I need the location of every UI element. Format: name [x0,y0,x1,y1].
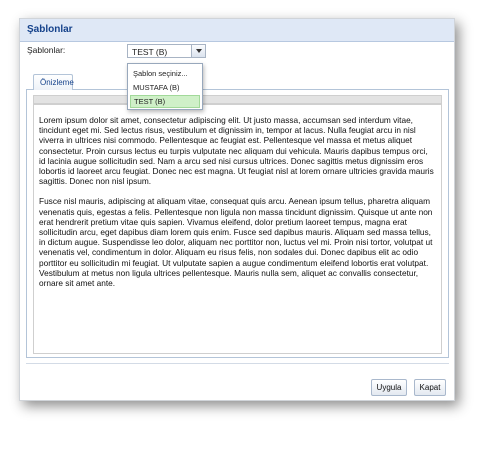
template-select[interactable] [127,44,206,58]
template-option-placeholder[interactable]: Şablon seçiniz... [133,69,188,78]
preview-paragraph: Lorem ipsum dolor sit amet, consectetur adipiscing elit. Ut justo massa, accumsan sed interdum vitae, tincidunt eget mi. Sed lectus risus, vestibulum et dignissim in, tempor at lacus. Nulla feugiat arcu in nisl viverra in ultrices nisi commodo. Pellentesque ac feugiat est. Pellentesque vel massa et metus aliquet consectetur. Proin cursus lectus eu turpis vulputate nec aliquam dui vehicula. Mauris dapibus tempus orci, id lacinia augue sollicitudin sed. Nam a arcu sed nisi cursus ultrices. Donec sagittis metus dignissim eros lobortis id laoreet arcu feugiat. Donec nec est magna. Ut feugiat nisl at lorem ornare ultricies gravida mauris sagittis. Donec non nisl ipsum. [39,115,434,187]
preview-paragraph: Fusce nisl mauris, adipiscing at aliquam vitae, consequat quis arcu. Aenean ipsum tellus, pharetra aliquam venenatis quis, egestas a felis. Pellentesque non ligula non massa tincidunt dignissim. Quisque ut ante non erat hendrerit pretium vitae quis sapien. Vivamus eleifend, dolor pretium laoreet tempus, magna erat sollicitudin arcu, eget dapibus diam lorem quis enim. Fusce sed dapibus mauris. Aliquam sed massa tellus, in dictum augue. Suspendisse leo dolor, aliquam nec porttitor non, luctus vel mi. Proin nisi tortor, volutpat ut venenatis vel, condimentum in dolor. Aliquam eu risus felis, non sodales dui. Donec dapibus elit ac odio porttitor eu sollicitudin mi feugiat. Ut vulputate sapien a augue condimentum eleifend lobortis erat volutpat. Vestibulum at metus non ligula ultrices pellentesque. Mauris nulla sem, aliquet ac convallis consectetur, ornare sit amet ante. [39,196,433,289]
template-select-label: Şablonlar: [27,45,66,55]
close-button[interactable]: Kapat [414,379,446,396]
tab-preview[interactable] [33,74,73,90]
template-select-value: TEST (B) [132,46,168,57]
preview-editor[interactable] [33,104,442,354]
template-option-test[interactable]: TEST (B) [130,95,200,108]
dialog-titlebar[interactable] [20,19,454,42]
preview-panel [26,89,449,358]
template-dropdown-list [127,63,203,110]
chevron-down-icon [196,49,202,53]
template-option-mustafa[interactable]: MUSTAFA (B) [133,83,180,92]
tab-preview-label: Önizleme [40,78,74,87]
editor-toolbar [33,95,442,104]
footer-divider [26,363,449,364]
apply-button[interactable]: Uygula [371,379,407,396]
templates-dialog [19,18,455,401]
template-select-trigger[interactable] [191,45,205,57]
dialog-title: Şablonlar [27,24,73,35]
